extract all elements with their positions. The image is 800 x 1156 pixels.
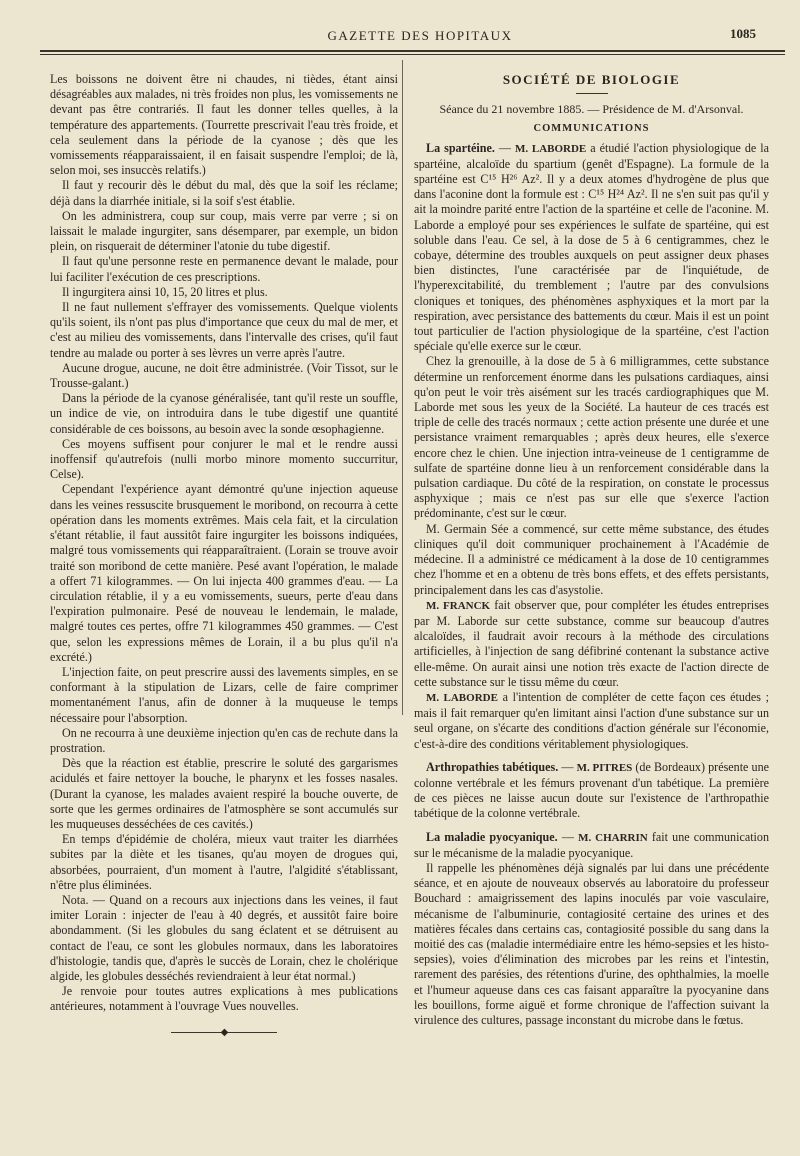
column-divider — [402, 60, 403, 715]
paragraph-text: fait observer que, pour compléter les études entreprises par M. Laborde sur cette substance, comme sur beaucoup d'autres alcaloïdes, il faudrait avoir recours à la méthode des circulations artificielles, à l'injection de sang défibriné contenant la substance active elle-même. On aurait ainsi une notion très exacte de l'action directe de cette substance sur le tissu même du cœur. — [414, 597, 769, 689]
header-rule — [40, 50, 785, 52]
paragraph: Il ne faut nullement s'effrayer des vomissements. Quelque violents qu'ils soient, ils n'ont pas plus d'importance que ceux du mal de mer, et c'est au milieu des vomissements, dans l'intervalle des crises, qu'il faut tendre au malade ou porter à ses lèvres un verre après l'autre. — [50, 300, 398, 360]
article-title: La spartéine. — [426, 140, 495, 155]
paragraph: Il faut y recourir dès le début du mal, dès que la soif les réclame; déjà dans la diarrhée initiale, si la soif s'est établie. — [50, 178, 398, 208]
paragraph: On ne recourra à une deuxième injection qu'en cas de rechute dans la prostration. — [50, 725, 398, 755]
right-column — [414, 72, 769, 1028]
paragraph-laborde — [414, 690, 769, 752]
article-title: Arthropathies tabétiques. — [426, 759, 559, 774]
paragraph-franck — [414, 598, 769, 690]
article-title: La maladie pyocyanique. — [426, 829, 558, 844]
author: M. LABORDE — [514, 142, 587, 155]
article-sparteine: La spartéine. — M. LABORDE a étudié l'action physiologique de la spartéine, alcaloïde du spartium (genêt d'Espagne). La formule de la spartéine est C¹⁵ H²⁶ Az². Il y a deux atomes d'hydrogène de plus que dans l'aconine dont la formule est : C¹⁵ H²⁴ Az². Il ne s'en suit pas qu'il y ait la moindre parité entre l'action de la spartéine et celle de l'aconine. M. Laborde a employé pour ses expériences le sulfate de spartéine, qui est soluble dans l'eau. Ce sel, à la dose de 5 à 6 centigrammes, chez le cobaye, détermine des troubles auxquels on peut assigner deux phases bien distinctes, l'une caractérisée par de l'inquiétude, de l'hyperexcitabilité, du tremblement ; l'autre par des convulsions cloniques et toniques, des phénomènes asphyxiques et la mort par la respiration, avec persistance des battements du cœur. Mais il est un point tout particulier de l'action physiologique de la spartéine, c'est l'action spéciale qu'elle exerce sur le cœur. — [414, 140, 770, 354]
article-arthropathies: Arthropathies tabétiques. — M. PITRES (de Bordeaux) présente une colonne vertébrale et les fémurs provenant d'un tabétique. La première de ces pièces ne laisse aucun doute sur l'existence de l'arthropathie tabétique de la colonne vertébrale. — [414, 759, 769, 821]
paragraph: En temps d'épidémie de choléra, mieux vaut traiter les diarrhées subites par la diète et les tisanes, qu'au moyen de drogues qui, absorbées, pourraient, d'un moment à l'autre, l'algidité s'établissant, n'être plus éliminées. — [50, 832, 398, 892]
article-text: fait une communication sur le mécanisme de la maladie pyocyanique. — [414, 829, 770, 860]
article-text: (de Bordeaux) présente une colonne vertébrale et les fémurs provenant d'un tabétique. La première de ces pièces ne laisse aucun doute sur l'existence de l'arthropathie tabétique de la colonne vertébrale. — [414, 759, 769, 821]
author: M. FRANCK — [426, 599, 491, 612]
paragraph: Nota. — Quand on a recours aux injections dans les veines, il faut imiter Lorain : injecter de l'eau à 40 degrés, et aussitôt faire boire abondamment. (Si les globules du sang éclatent et se détruisent au contact de l'eau, ce sont les globules normaux, dans les laboratoires d'histologie, tandis que, d'après le succès de Lorain, chez le cholérique algide, les globules desséchés reviendraient à leur état normal.) — [50, 892, 398, 983]
section-end-ornament: ◆ — [164, 1025, 284, 1040]
author: M. PITRES — [576, 761, 633, 774]
article-pyocyanique: La maladie pyocyanique. — M. CHARRIN fait une communication sur le mécanisme de la maladie pyocyanique. — [414, 829, 770, 860]
paragraph: Je renvoie pour toutes autres explications à mes publications antérieures, notamment à l'ouvrage Vues nouvelles. — [50, 984, 398, 1014]
paragraph: Il ingurgitera ainsi 10, 15, 20 litres et plus. — [62, 284, 268, 299]
section-rule — [576, 93, 608, 94]
left-column — [50, 72, 398, 1040]
paragraph: Dans la période de la cyanose généralisée, tant qu'il reste un souffle, un indice de vie, on introduira dans le tube digestif une quantité considérable de ces boissons, au besoin avec la sonde œsophagienne. — [50, 391, 398, 436]
header-rule-thin — [40, 54, 785, 55]
subsection-title: COMMUNICATIONS — [533, 123, 650, 135]
section-title: SOCIÉTÉ DE BIOLOGIE — [502, 72, 681, 87]
article-text: a étudié l'action physiologique de la spartéine, alcaloïde du spartium (genêt d'Espagne). La formule de la spartéine est C¹⁵ H²⁶ Az². Il y a deux atomes d'hydrogène de plus que dans l'aconine dont la formule est : C¹⁵ H²⁴ Az². Il ne s'en suit pas qu'il y ait la moindre parité entre l'action de la spartéine et celle de l'aconine. M. Laborde a employé pour ses expériences le sulfate de spartéine, qui est soluble dans l'eau. Ce sel, à la dose de 5 à 6 centigrammes, chez le cobaye, détermine des troubles auxquels on peut assigner deux phases bien distinctes, l'une caractérisée par de l'inquiétude, de l'hyperexcitabilité, du tremblement ; l'autre par des convulsions cloniques et toniques, des phénomènes asphyxiques et la mort par la respiration, avec persistance des battements du cœur. Mais il est un point tout particulier de l'action physiologique de la spartéine, c'est l'action spéciale qu'elle exerce sur le cœur. — [414, 140, 770, 354]
page-number: 1085 — [730, 26, 756, 41]
paragraph: L'injection faite, on peut prescrire aussi des lavements simples, en se conformant à la stipulation de Lizars, celle de faire comprimer momentanément l'anus, afin de donner à la muqueuse le temps nécessaire pour l'absorption. — [50, 664, 398, 725]
paragraph: Les boissons ne doivent être ni chaudes, ni tièdes, étant ainsi désagréables aux malades, ni très froides non plus, les vomissements ne devant pas être contrariés. Il faut les donner telles quelles, à la température des appartements. (Tourrette prescrivait l'eau très froide, et cela seulement dans la période de la cyanose ; dès que les vomissements réapparaissaient, il en faisait suspendre l'emploi; de là, selon moi, ses insuccès relatifs.) — [50, 72, 398, 178]
paragraph: Il rappelle les phénomènes déjà signalés par lui dans une précédente séance, et en ajoute de nouveaux observés au laboratoire du professeur Bouchard : amaigrissement des lapins inoculés par voie vasculaire, mécanisme de l'albuminurie, contagiosité certaine des urines et des matières fécales dans certains cas, contagiosité possible du sang dans la moitié des cas (maladie intermédiaire entre les hémo-sepsies et les histo-sepsies), voies d'élimination des microbes par les reins et l'intestin, rarement des parésies, des rétentions d'urine, des ophthalmies, la moelle et l'humeur aqueuse dans ces cas faisant apparaître la pyocyanine dans les bouillons, forme aiguë et forme chronique de l'affection suivant la virulence des cultures, passage inconstant du microbe dans le fœtus. — [414, 860, 769, 1027]
author: M. LABORDE — [426, 691, 498, 704]
paragraph-text: a l'intention de compléter de cette façon ces études ; mais il fait remarquer qu'en limitant ainsi l'action d'une substance sur un seul organe, on s'écarte des conditions d'action générale sur l'économie, c'est-à-dire des conditions véritablement physiologiques. — [414, 689, 770, 751]
author: M. CHARRIN — [578, 831, 648, 844]
running-header: GAZETTE DES HOPITAUX — [327, 28, 513, 43]
paragraph: Chez la grenouille, à la dose de 5 à 6 milligrammes, cette substance détermine un renforcement énorme dans les pulsations cardiaques, ainsi qu'on peut le voir très aisément sur les tracés cardiographiques que M. Laborde met sous les yeux de la Société. La hauteur de ces tracés est triple de celle des tracés normaux ; cette action présente une durée et une persistance vraiment remarquables ; après deux heures, elle s'exerce encore chez le chien. Une injection intra-veineuse de 1 centigramme de sulfate de spartéine donne lieu à un renforcement considérable dans la pulsation cardiaque. Du côté de la respiration, on constate le processus asphyxique ; mais ce n'est pas sur elle que s'exerce l'action prédominante, c'est sur le cœur. — [414, 354, 769, 521]
paragraph: Il faut qu'une personne reste en permanence devant le malade, pour lui faciliter l'exécution de ces prescriptions. — [50, 254, 398, 284]
paragraph: Cependant l'expérience ayant démontré qu'une injection aqueuse dans les veines ressuscite brusquement le moribond, on recourra à cette opération dans les moments extrêmes. Mais cela fait, et la circulation s'étant rétablie, il faut aussitôt faire ingurgiter les boissons indiquées, malgré tous vomissements qui réapparaîtraient. (Lorain se trouve avoir traité son moribond de cette manière. Pesé avant l'opération, le malade a offert 71 kilogrammes. — On lui injecta 400 grammes d'eau. — La circulation rétablie, il y a eu vomissements, sueurs, perte d'eau dans l'expiration pulmonaire. Pesé de nouveau le lendemain, le malade, malgré toutes ces pertes, offre 71 kilogrammes 450 grammes. — C'est que, selon les expressions mêmes de Lorain, il a bu plus qu'il n'a excrété.) — [50, 482, 398, 664]
paragraph: Aucune drogue, aucune, ne doit être administrée. (Voir Tissot, sur le Trousse-galant.) — [50, 360, 398, 391]
paragraph: On les administrera, coup sur coup, mais verre par verre ; si on laissait le malade ingurgiter, sans désemparer, par exemple, un bidon plein, on risquerait de déterminer l'atonie du tube digestif. — [50, 208, 398, 254]
paragraph: Dès que la réaction est établie, prescrire le soluté des gargarismes acidulés et faire nettoyer la bouche, le pharynx et les fosses nasales. (Durant la cyanose, les malades avaient respiré la bouche ouverte, de sorte que les germes ordinaires de l'atmosphère se sont accumulés sur les muqueuses desséchées de ces cavités.) — [50, 756, 398, 831]
paragraph: M. Germain Sée a commencé, sur cette même substance, des études cliniques qu'il doit communiquer prochainement à l'Académie de médecine. Il a administré ce médicament à la dose de 10 centigrammes chez l'homme et en a obtenu de très bons effets, et des effets persistants, principalement dans les cas d'asystolie. — [414, 521, 769, 597]
session-line: Séance du 21 novembre 1885. — Présidence de M. d'Arsonval. — [439, 102, 744, 117]
paragraph: Ces moyens suffisent pour conjurer le mal et le rendre aussi inoffensif qu'autrefois (nulli morbo minore momento succurritur, Celse). — [50, 436, 398, 482]
